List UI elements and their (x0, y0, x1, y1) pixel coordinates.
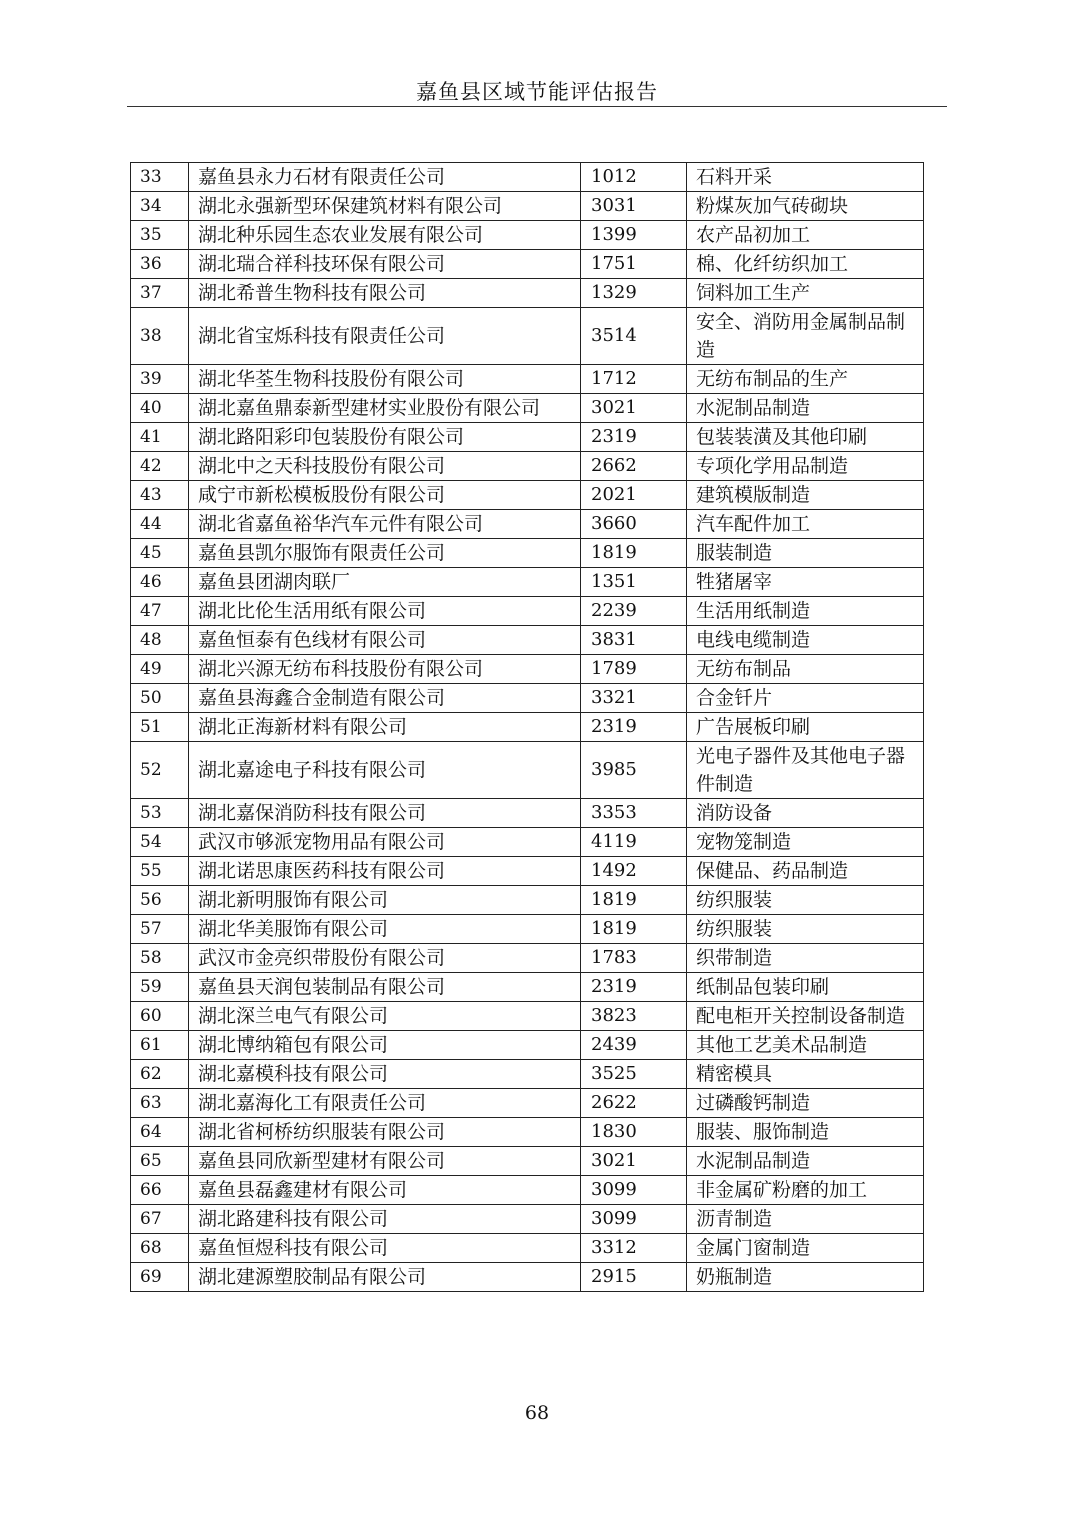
industry-description-cell: 消防设备 (687, 799, 924, 828)
table-row (131, 1234, 924, 1263)
row-number-cell: 56 (131, 886, 189, 915)
company-name-cell: 嘉鱼县海鑫合金制造有限公司 (189, 684, 581, 713)
company-name-cell: 咸宁市新松模板股份有限公司 (189, 481, 581, 510)
row-number-cell: 51 (131, 713, 189, 742)
industry-description-cell: 精密模具 (687, 1060, 924, 1089)
industry-code-cell: 3525 (581, 1060, 687, 1089)
company-name-cell: 嘉鱼县永力石材有限责任公司 (189, 163, 581, 192)
industry-description-cell: 水泥制品制造 (687, 1147, 924, 1176)
row-number-cell: 60 (131, 1002, 189, 1031)
row-number-cell: 40 (131, 394, 189, 423)
industry-description-cell: 建筑模版制造 (687, 481, 924, 510)
row-number-cell: 57 (131, 915, 189, 944)
row-number-cell: 34 (131, 192, 189, 221)
table-row (131, 365, 924, 394)
row-number-cell: 68 (131, 1234, 189, 1263)
table-row (131, 973, 924, 1002)
row-number-cell: 42 (131, 452, 189, 481)
table-row (131, 1002, 924, 1031)
company-name-cell: 湖北博纳箱包有限公司 (189, 1031, 581, 1060)
company-name-cell: 湖北嘉模科技有限公司 (189, 1060, 581, 1089)
industry-description-cell: 合金钎片 (687, 684, 924, 713)
row-number-cell: 61 (131, 1031, 189, 1060)
row-number-cell: 41 (131, 423, 189, 452)
table-row (131, 539, 924, 568)
industry-code-cell: 3021 (581, 1147, 687, 1176)
table-row (131, 279, 924, 308)
industry-description-cell: 农产品初加工 (687, 221, 924, 250)
industry-code-cell: 2915 (581, 1263, 687, 1292)
industry-description-cell: 光电子器件及其他电子器件制造 (687, 742, 924, 799)
industry-code-cell: 3353 (581, 799, 687, 828)
company-name-cell: 嘉鱼县磊鑫建材有限公司 (189, 1176, 581, 1205)
industry-code-cell: 3021 (581, 394, 687, 423)
row-number-cell: 43 (131, 481, 189, 510)
table-row (131, 1089, 924, 1118)
table-row (131, 1118, 924, 1147)
row-number-cell: 53 (131, 799, 189, 828)
row-number-cell: 50 (131, 684, 189, 713)
company-name-cell: 湖北华荃生物科技股份有限公司 (189, 365, 581, 394)
company-name-cell: 湖北深兰电气有限公司 (189, 1002, 581, 1031)
industry-description-cell: 水泥制品制造 (687, 394, 924, 423)
row-number-cell: 59 (131, 973, 189, 1002)
company-name-cell: 湖北种乐园生态农业发展有限公司 (189, 221, 581, 250)
row-number-cell: 46 (131, 568, 189, 597)
table-row (131, 944, 924, 973)
table-row (131, 828, 924, 857)
industry-description-cell: 非金属矿粉磨的加工 (687, 1176, 924, 1205)
industry-description-cell: 配电柜开关控制设备制造 (687, 1002, 924, 1031)
row-number-cell: 54 (131, 828, 189, 857)
table-row (131, 655, 924, 684)
company-name-cell: 湖北瑞合祥科技环保有限公司 (189, 250, 581, 279)
company-name-cell: 嘉鱼恒煜科技有限公司 (189, 1234, 581, 1263)
industry-code-cell: 2239 (581, 597, 687, 626)
industry-code-cell: 1012 (581, 163, 687, 192)
enterprise-table (130, 162, 924, 1292)
industry-description-cell: 织带制造 (687, 944, 924, 973)
table-row (131, 568, 924, 597)
industry-description-cell: 沥青制造 (687, 1205, 924, 1234)
industry-code-cell: 1830 (581, 1118, 687, 1147)
industry-code-cell: 1819 (581, 886, 687, 915)
header-divider (127, 106, 947, 107)
industry-code-cell: 1712 (581, 365, 687, 394)
table-row (131, 1147, 924, 1176)
company-name-cell: 湖北嘉海化工有限责任公司 (189, 1089, 581, 1118)
company-name-cell: 嘉鱼县天润包装制品有限公司 (189, 973, 581, 1002)
industry-description-cell: 饲料加工生产 (687, 279, 924, 308)
row-number-cell: 36 (131, 250, 189, 279)
page-number: 68 (524, 1402, 550, 1424)
company-name-cell: 武汉市金亮织带股份有限公司 (189, 944, 581, 973)
row-number-cell: 52 (131, 742, 189, 799)
industry-description-cell: 电线电缆制造 (687, 626, 924, 655)
industry-description-cell: 石料开采 (687, 163, 924, 192)
industry-code-cell: 2319 (581, 713, 687, 742)
industry-code-cell: 2622 (581, 1089, 687, 1118)
industry-code-cell: 3660 (581, 510, 687, 539)
row-number-cell: 67 (131, 1205, 189, 1234)
company-name-cell: 湖北嘉途电子科技有限公司 (189, 742, 581, 799)
industry-code-cell: 1819 (581, 915, 687, 944)
row-number-cell: 35 (131, 221, 189, 250)
industry-code-cell: 1351 (581, 568, 687, 597)
table-row (131, 308, 924, 365)
company-name-cell: 湖北省嘉鱼裕华汽车元件有限公司 (189, 510, 581, 539)
table-row (131, 742, 924, 799)
row-number-cell: 65 (131, 1147, 189, 1176)
industry-code-cell: 1783 (581, 944, 687, 973)
industry-description-cell: 粉煤灰加气砖砌块 (687, 192, 924, 221)
table-row (131, 192, 924, 221)
industry-code-cell: 3831 (581, 626, 687, 655)
company-name-cell: 湖北建源塑胶制品有限公司 (189, 1263, 581, 1292)
company-name-cell: 湖北希普生物科技有限公司 (189, 279, 581, 308)
industry-description-cell: 汽车配件加工 (687, 510, 924, 539)
enterprise-table-body (131, 163, 924, 1292)
table-row (131, 394, 924, 423)
industry-code-cell: 2021 (581, 481, 687, 510)
company-name-cell: 湖北嘉鱼鼎泰新型建材实业股份有限公司 (189, 394, 581, 423)
industry-code-cell: 1329 (581, 279, 687, 308)
industry-code-cell: 3031 (581, 192, 687, 221)
company-name-cell: 嘉鱼县凯尔服饰有限责任公司 (189, 539, 581, 568)
industry-code-cell: 2662 (581, 452, 687, 481)
company-name-cell: 湖北正海新材料有限公司 (189, 713, 581, 742)
row-number-cell: 38 (131, 308, 189, 365)
industry-description-cell: 金属门窗制造 (687, 1234, 924, 1263)
industry-code-cell: 3321 (581, 684, 687, 713)
industry-description-cell: 服装制造 (687, 539, 924, 568)
industry-description-cell: 专项化学用品制造 (687, 452, 924, 481)
company-name-cell: 湖北省宝烁科技有限责任公司 (189, 308, 581, 365)
company-name-cell: 武汉市够派宠物用品有限公司 (189, 828, 581, 857)
industry-description-cell: 安全、消防用金属制品制造 (687, 308, 924, 365)
company-name-cell: 湖北路阳彩印包装股份有限公司 (189, 423, 581, 452)
industry-code-cell: 4119 (581, 828, 687, 857)
industry-code-cell: 3099 (581, 1205, 687, 1234)
table-row (131, 481, 924, 510)
industry-code-cell: 2319 (581, 423, 687, 452)
row-number-cell: 33 (131, 163, 189, 192)
industry-code-cell: 1492 (581, 857, 687, 886)
table-row (131, 1176, 924, 1205)
company-name-cell: 嘉鱼县团湖肉联厂 (189, 568, 581, 597)
industry-code-cell: 1399 (581, 221, 687, 250)
company-name-cell: 湖北诺思康医药科技有限公司 (189, 857, 581, 886)
company-name-cell: 湖北永强新型环保建筑材料有限公司 (189, 192, 581, 221)
industry-description-cell: 生活用纸制造 (687, 597, 924, 626)
table-row (131, 597, 924, 626)
row-number-cell: 49 (131, 655, 189, 684)
table-row (131, 250, 924, 279)
industry-description-cell: 广告展板印刷 (687, 713, 924, 742)
row-number-cell: 45 (131, 539, 189, 568)
company-name-cell: 湖北路建科技有限公司 (189, 1205, 581, 1234)
table-row (131, 1263, 924, 1292)
company-name-cell: 湖北中之天科技股份有限公司 (189, 452, 581, 481)
row-number-cell: 58 (131, 944, 189, 973)
industry-description-cell: 纸制品包装印刷 (687, 973, 924, 1002)
industry-description-cell: 奶瓶制造 (687, 1263, 924, 1292)
table-row (131, 163, 924, 192)
industry-description-cell: 无纺布制品 (687, 655, 924, 684)
industry-description-cell: 无纺布制品的生产 (687, 365, 924, 394)
table-row (131, 1205, 924, 1234)
industry-code-cell: 3099 (581, 1176, 687, 1205)
industry-description-cell: 保健品、药品制造 (687, 857, 924, 886)
row-number-cell: 48 (131, 626, 189, 655)
row-number-cell: 55 (131, 857, 189, 886)
industry-code-cell: 3312 (581, 1234, 687, 1263)
table-row (131, 713, 924, 742)
company-name-cell: 湖北省柯桥纺织服装有限公司 (189, 1118, 581, 1147)
table-row (131, 886, 924, 915)
table-row (131, 857, 924, 886)
industry-code-cell: 2319 (581, 973, 687, 1002)
table-row (131, 510, 924, 539)
industry-description-cell: 包装装潢及其他印刷 (687, 423, 924, 452)
industry-description-cell: 纺织服装 (687, 886, 924, 915)
industry-code-cell: 3514 (581, 308, 687, 365)
company-name-cell: 湖北嘉保消防科技有限公司 (189, 799, 581, 828)
table-row (131, 423, 924, 452)
company-name-cell: 嘉鱼恒泰有色线材有限公司 (189, 626, 581, 655)
industry-code-cell: 3823 (581, 1002, 687, 1031)
company-name-cell: 湖北华美服饰有限公司 (189, 915, 581, 944)
row-number-cell: 37 (131, 279, 189, 308)
company-name-cell: 嘉鱼县同欣新型建材有限公司 (189, 1147, 581, 1176)
table-row (131, 221, 924, 250)
industry-description-cell: 棉、化纤纺织加工 (687, 250, 924, 279)
row-number-cell: 44 (131, 510, 189, 539)
row-number-cell: 39 (131, 365, 189, 394)
industry-code-cell: 2439 (581, 1031, 687, 1060)
row-number-cell: 63 (131, 1089, 189, 1118)
row-number-cell: 69 (131, 1263, 189, 1292)
table-row (131, 626, 924, 655)
row-number-cell: 62 (131, 1060, 189, 1089)
table-row (131, 452, 924, 481)
row-number-cell: 64 (131, 1118, 189, 1147)
row-number-cell: 66 (131, 1176, 189, 1205)
row-number-cell: 47 (131, 597, 189, 626)
industry-description-cell: 服装、服饰制造 (687, 1118, 924, 1147)
industry-code-cell: 3985 (581, 742, 687, 799)
table-row (131, 684, 924, 713)
company-name-cell: 湖北兴源无纺布科技股份有限公司 (189, 655, 581, 684)
industry-description-cell: 其他工艺美术品制造 (687, 1031, 924, 1060)
table-row (131, 915, 924, 944)
table-row (131, 1031, 924, 1060)
page-header-title: 嘉鱼县区域节能评估报告 (416, 80, 658, 104)
table-row (131, 799, 924, 828)
industry-code-cell: 1819 (581, 539, 687, 568)
industry-description-cell: 牲猪屠宰 (687, 568, 924, 597)
industry-description-cell: 宠物笼制造 (687, 828, 924, 857)
table-row (131, 1060, 924, 1089)
company-name-cell: 湖北新明服饰有限公司 (189, 886, 581, 915)
industry-code-cell: 1789 (581, 655, 687, 684)
industry-description-cell: 过磷酸钙制造 (687, 1089, 924, 1118)
industry-description-cell: 纺织服装 (687, 915, 924, 944)
company-name-cell: 湖北比伦生活用纸有限公司 (189, 597, 581, 626)
industry-code-cell: 1751 (581, 250, 687, 279)
